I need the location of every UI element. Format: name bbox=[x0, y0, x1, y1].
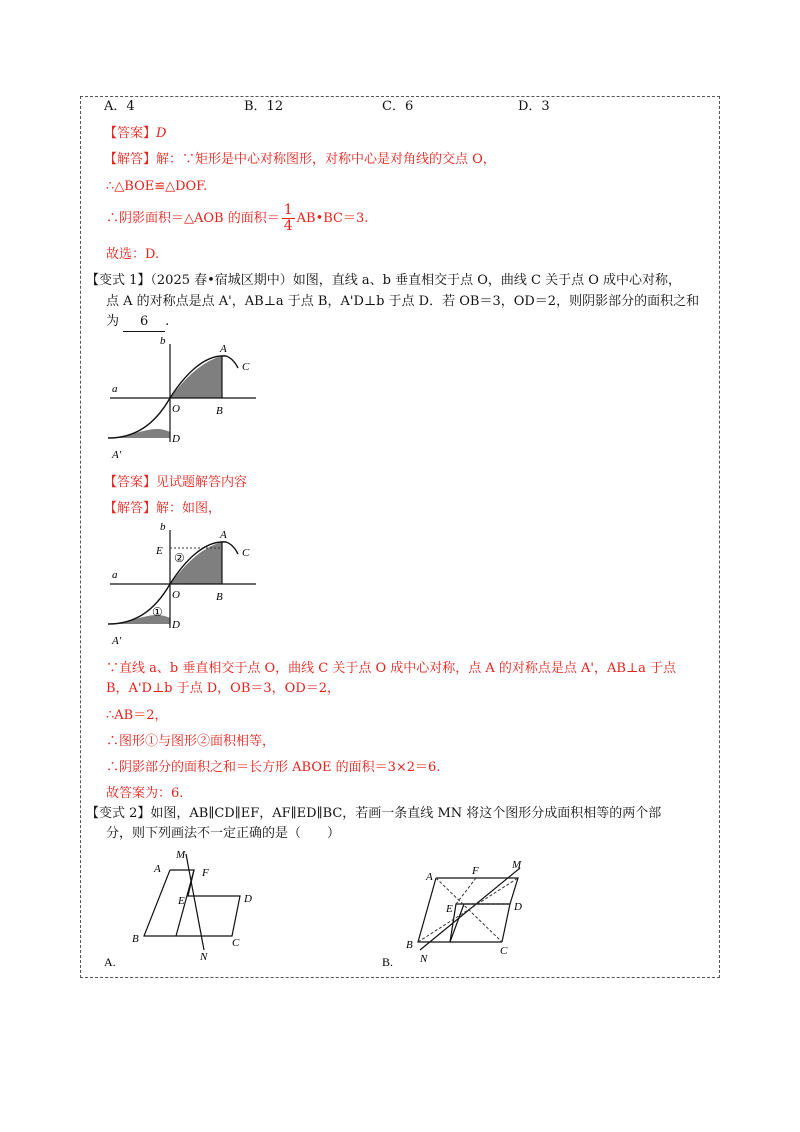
caption-b: B. bbox=[382, 955, 394, 969]
variant1-label: 【变式 1】 bbox=[86, 273, 151, 288]
answer-value: D bbox=[156, 126, 167, 141]
label-N: N bbox=[420, 953, 428, 965]
figure-option-b bbox=[380, 846, 550, 970]
variant1-sol1: ∵直线 a、b 垂直相交于点 O，曲线 C 关于点 O 成中心对称，点 A 的对称点是点 A'，AB⊥a 于点 bbox=[106, 661, 677, 676]
label-E: E bbox=[446, 903, 453, 915]
option-b: B．12 bbox=[244, 99, 284, 114]
option-d: D．3 bbox=[518, 99, 550, 114]
label-B: B bbox=[216, 591, 223, 603]
region-2-label: ② bbox=[174, 551, 185, 565]
label-O: O bbox=[172, 403, 180, 415]
fraction: $\frac{1}{4}$ bbox=[283, 202, 293, 234]
variant1-solution: 【解答】解：如图， bbox=[104, 501, 222, 516]
label-a: a bbox=[112, 569, 118, 581]
label-C: C bbox=[232, 937, 240, 949]
solution-tag: 【解答】 bbox=[104, 152, 157, 167]
label-b: b bbox=[160, 335, 166, 347]
prev-solution-line1: 【解答】解：∵矩形是中心对称图形，对称中心是对角线的交点 O， bbox=[104, 152, 496, 167]
label-C: C bbox=[500, 945, 508, 957]
label-D: D bbox=[244, 893, 252, 905]
label-A: A bbox=[426, 871, 433, 883]
prev-solution-line2: ∴△BOE≌△DOF. bbox=[106, 179, 208, 194]
label-N: N bbox=[200, 951, 208, 963]
label-A: A bbox=[220, 529, 227, 541]
label-b: b bbox=[160, 521, 166, 533]
region-1-label: ① bbox=[152, 605, 163, 619]
label-F: F bbox=[472, 865, 479, 877]
prev-solution-line3: ∴阴影面积＝△AOB 的面积＝ $\frac{1}{4}$ AB•BC＝3. bbox=[106, 202, 369, 234]
label-O: O bbox=[172, 589, 180, 601]
variant1-sol4: ∴图形①与图形②面积相等， bbox=[106, 734, 276, 749]
option-a: A．4 bbox=[104, 99, 135, 114]
variant2-label: 【变式 2】 bbox=[86, 806, 151, 821]
label-A: A bbox=[220, 343, 227, 355]
options-row bbox=[104, 98, 550, 116]
label-A-prime: A' bbox=[112, 449, 122, 460]
label-B: B bbox=[406, 939, 413, 951]
label-F: F bbox=[202, 867, 209, 879]
figure-option-a bbox=[104, 846, 274, 970]
label-B: B bbox=[216, 405, 223, 417]
option-c: C．6 bbox=[382, 99, 414, 114]
label-B: B bbox=[132, 933, 139, 945]
variant1-sol2: B，A'D⊥b 于点 D，OB＝3，OD＝2， bbox=[106, 681, 341, 696]
answer-tag: 【答案】 bbox=[104, 126, 157, 141]
label-D: D bbox=[172, 433, 180, 445]
label-a: a bbox=[112, 383, 118, 395]
label-E: E bbox=[178, 895, 185, 907]
label-A: A bbox=[154, 863, 161, 875]
variant1-line2: 点 A 的对称点是点 A'，AB⊥a 于点 B，A'D⊥b 于点 D．若 OB＝3，OD＝2，则阴影部分的面积之和 bbox=[106, 294, 700, 309]
figure-curve-2 bbox=[104, 520, 264, 646]
label-A-prime: A' bbox=[112, 635, 122, 646]
label-D: D bbox=[172, 619, 180, 631]
variant1-line1: 【变式 1】（2025 春•宿城区期中）如图，直线 a、b 垂直相交于点 O，曲线 C 关于点 O 成中心对称， bbox=[86, 273, 682, 288]
caption-a: A. bbox=[104, 955, 116, 969]
prev-conclusion: 故选：D. bbox=[106, 247, 160, 262]
variant2-line2: 分，则下列画法不一定正确的是（ ） bbox=[106, 826, 341, 841]
variant1-sol3: ∴AB＝2， bbox=[106, 708, 168, 723]
label-C: C bbox=[242, 361, 250, 373]
label-E: E bbox=[156, 545, 163, 557]
label-D: D bbox=[514, 901, 522, 913]
variant1-line3: 为 6 . bbox=[106, 313, 169, 332]
answer-blank: 6 bbox=[123, 313, 165, 332]
label-M: M bbox=[176, 849, 186, 861]
variant1-sol6: 故答案为：6. bbox=[106, 786, 184, 801]
variant1-sol5: ∴阴影部分的面积之和＝长方形 ABOE 的面积＝3×2＝6. bbox=[106, 760, 441, 775]
label-C: C bbox=[242, 547, 250, 559]
figure-curve-1 bbox=[104, 334, 264, 460]
label-M: M bbox=[512, 859, 522, 871]
variant1-answer: 【答案】见试题解答内容 bbox=[104, 475, 248, 490]
variant2-line1: 【变式 2】如图，AB∥CD∥EF，AF∥ED∥BC，若画一条直线 MN 将这个图形分成面积相等的两个部 bbox=[86, 806, 662, 821]
prev-answer-line bbox=[104, 125, 166, 143]
